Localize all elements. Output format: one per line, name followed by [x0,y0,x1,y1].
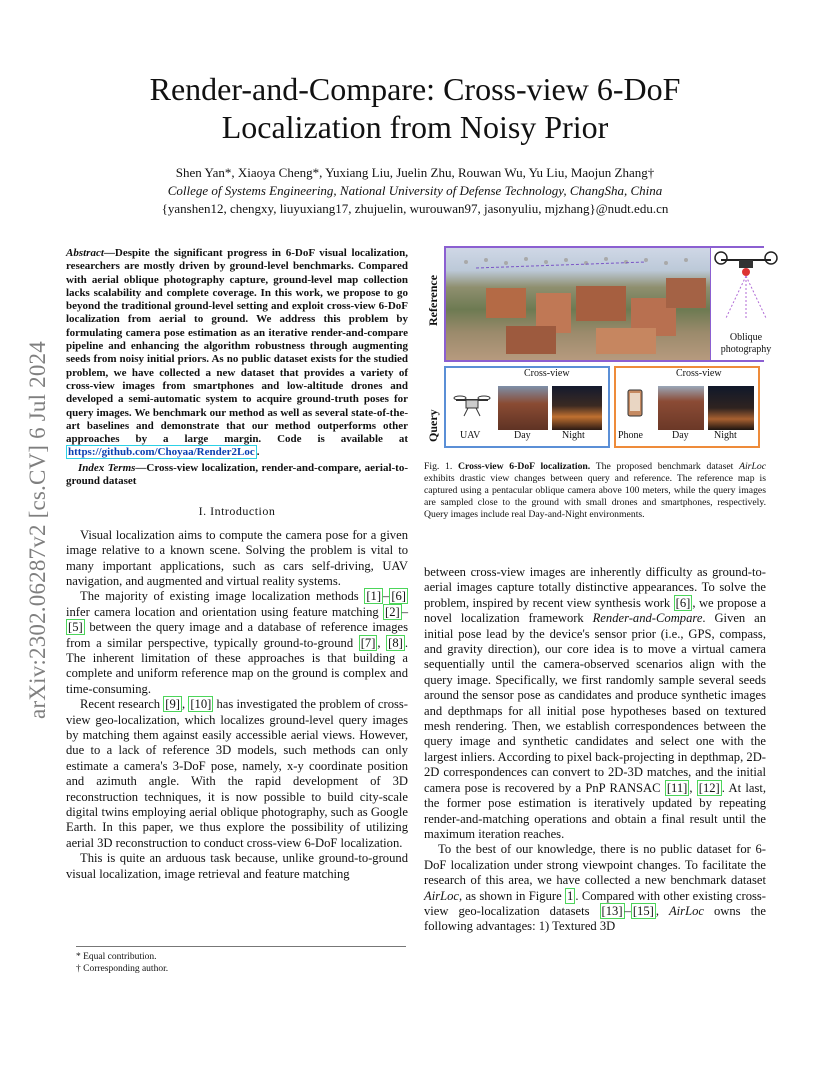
footnotes [76,946,406,975]
title-line-1: Render-and-Compare: Cross-view 6-DoF [149,71,681,107]
oblique-photography-inset [710,248,781,360]
citation-link[interactable]: [6] [675,595,691,610]
caption-dataset: AirLoc [739,461,766,472]
caption-text-1: The proposed benchmark dataset [590,461,740,472]
title-line-2: Localization from Noisy Prior [221,109,609,145]
crossview-label-uav: Cross-view [524,368,570,379]
footnote-corresponding: † Corresponding author. [76,964,169,974]
uav-night-image [552,386,602,430]
day-label-1: Day [514,430,531,441]
reference-map-image [444,246,772,362]
crossview-label-phone: Cross-view [676,368,722,379]
night-label-1: Night [562,430,585,441]
citation-link[interactable]: [10] [190,697,212,712]
caption-prefix: Fig. 1. [424,461,453,472]
abstract-text: —Despite the significant progress in 6-DoF visual localization, researchers are mostly driven by ground-level benchmarks. Compared with aerial oblique photography capture, ground-level map collection lacks scalability and complete coverage. In this work, we propose to go beyond the traditional ground-level setting and exploit cross-view 6-DoF localization from aerial to ground. We address this problem by formulating camera pose estimation as an iterative render-and-compare pipeline and enhancing the algorithm robustness through augmenting seeds from noisy initial priors. As no public dataset exists for the studied problem, we have collected a new dataset that provides a variety of cross-view images from smartphones and low-altitude drones and developed a semi-automatic system to acquire ground-truth poses for query images. We benchmark our method as well as several state-of-the-art baselines and demonstrate that our method outperforms other approaches by a large margin. Code is available at [66,247,408,446]
emails: {yanshen12, chengxy, liuyuxiang17, zhujuelin, wurouwan97, jasonyuliu, mjzhang}@nudt.edu.cn [161,201,669,216]
right-paragraph-2: To the best of our knowledge, there is no public dataset for 6-DoF localization under strong viewpoint changes. To facilitate the research of this area, we have collected a new benchmark dataset AirLoc, as shown in Figure 1 . Compared with other existing cross-view geo-localization datasets [13] – [15] , AirLoc owns the following advantages: 1) Textured 3D [424,842,766,934]
text-span: . The inherent limitation of these approaches is that building a complete and uniform reference map on the ground is complex and time-consuming. [66,635,408,696]
text-span: , [655,903,669,918]
footnote-equal: * Equal contribution. [76,952,157,962]
index-terms-text: —Cross-view localization, render-and-compare, aerial-to-ground dataset [66,461,408,488]
text-span: To the best of our knowledge, there is no public dataset for 6-DoF localization under strong viewpoint changes. To facilitate the research of this area, we have collected a new benchmark dataset [424,842,766,888]
citation-link[interactable]: [12] [698,780,720,795]
affiliation: College of Systems Engineering, National University of Defense Technology, ChangSha, China [167,183,663,198]
arxiv-id: arXiv:2302.06287v2 [cs.CV] 6 Jul 2024 [25,341,50,719]
dataset-name: AirLoc [424,888,459,903]
text-span: owns the following advantages: 1) Textured 3D [424,903,766,934]
phone-night-image [708,386,754,430]
arxiv-stamp [18,300,58,760]
phone-query-box [614,366,760,448]
text-span: has investigated the problem of cross-view geo-localization, which localizes ground-level query images by matching them against easily accessible aerial views. However, due to a lack of reference 3D models, such methods can only estimate a camera's 3-DoF pose, namely, x-y coordinate position and azimuth angle. With the rapid development of 3D reconstruction techniques, it is now possible to build city-scale digital twins employing aerial oblique photography, such as Google Earth. In this paper, we thus explore the possibility of utilizing aerial 3D reconstruction to conduct cross-view 6-DoF localization. [66,697,409,850]
index-terms-lead: Index Terms [78,461,136,474]
text-span: between cross-view images are inherently difficulty as ground-to-aerial images capture totally distinctive appearances. To solve the problem, inspired by recent view synthesis work [424,565,766,610]
uav-label: UAV [460,430,481,441]
index-terms [66,462,408,489]
left-column [66,247,408,882]
intro-paragraph-2: The majority of existing image localization methods [1] – [6] infer camera location and orientation using feature matching [2] –[5] between the query image and a database of reference images from a similar perspective, typically ground-to-ground [7] , [8] . The inherent limitation of these approaches is that building a complete and uniform reference map on the ground is complex and time-consuming. [66,589,408,696]
intro-paragraph-1: Visual localization aims to compute the camera pose for a given image relative to a known scene. Solving the problem is vital to many important applications, such as cars self-driving, UAV navigation, and augmented and virtual reality systems. [66,527,408,588]
text-span: . Given an initial pose lead by the device's sensor prior (i.e., GPS, compass, and gravity direction), our core idea is to move a virtual camera sequentially until the camera-observed scenarios align with the query image. Specifically, we first randomly sample several seeds around the sensor pose as candidates and produce synthetic images and depthmaps for all initial pose hypotheses based on textured mesh rendering. Then, we establish correspondences between the query image and synthetic candidates and select one with the largest inliers. According to pixel back-projecting in depthmap, 2D-2D correspondences can convert to 2D-3D matches, and the initial camera pose is recovered by a PnP RANSAC [424,611,766,795]
citation-link[interactable]: [2] [385,604,400,619]
citation-link[interactable]: [15] [632,903,654,918]
query-label: Query [426,409,440,442]
text-span: , we propose a novel localization framework [424,595,766,626]
text-span: infer camera location and orientation using feature matching [66,604,384,619]
figure-link[interactable]: 1 [567,888,574,903]
figure-1 [424,246,772,446]
text-span: , as shown in Figure [458,888,566,903]
intro-paragraph-4: This is quite an arduous task because, unlike ground-to-ground visual localization, image retrieval and feature matching [66,851,408,881]
abstract: Abstract—Despite the significant progress in 6-DoF visual localization, researchers are mostly driven by ground-level benchmarks. Compared with aerial oblique photography capture, ground-level map collection lacks scalability and complete coverage. In this work, we propose to go beyond the traditional ground-level setting and exploit cross-view 6-DoF localization from aerial to ground. We address this problem by formulating camera pose estimation as an iterative render-and-compare pipeline and enhancing the algorithm robustness through augmenting seeds from noisy initial priors. As no public dataset exists for the studied problem, we have collected a new dataset that provides a variety of cross-view images from smartphones and low-altitude drones and developed a semi-automatic system to acquire ground-truth poses for query images. We benchmark our method as well as several state-of-the-art baselines and demonstrate that our method outperforms other approaches by a large margin. Code is available at https://github.com/Choyaa/Render2Loc . [66,247,408,459]
figure-caption [424,461,766,521]
citation-link[interactable]: [13] [601,903,623,918]
citation-link[interactable]: [1] [366,589,382,604]
citation-link[interactable]: [9] [165,697,180,712]
intro-paragraph-3: Recent research [9] , [10] has investigated the problem of cross-view geo-localization, which localizes ground-level query images by matching them against easily accessible aerial views. However, due to a lack of reference 3D models, such methods can only estimate a camera's 3-DoF pose, namely, x-y coordinate position and azimuth angle. With the rapid development of 3D reconstruction techniques, it is now possible to build city-scale digital twins employing aerial oblique photography, such as Google Earth. In this paper, we thus explore the possibility of utilizing aerial 3D reconstruction to conduct cross-view 6-DoF localization. [66,697,409,850]
night-label-2: Night [714,430,737,441]
uav-icon [452,386,492,430]
text-span: between the query image and a database of reference images from a similar perspective, typically ground-to-ground [66,620,408,650]
caption-title: Cross-view 6-DoF localization. [458,461,591,472]
phone-day-image [658,386,704,430]
citation-link[interactable]: [8] [388,635,403,650]
text-span: Recent research [80,697,164,712]
author-list: Shen Yan*, Xiaoya Cheng*, Yuxiang Liu, Juelin Zhu, Rouwan Wu, Yu Liu, Maojun Zhang† [175,165,655,180]
paper-title [120,70,710,146]
code-link[interactable]: https://github.com/Choyaa/Render2Loc [68,446,255,459]
drone-icon [711,248,781,324]
section-heading-intro: I. Introduction [198,504,276,519]
citation-link[interactable]: [11] [666,780,688,795]
citation-link[interactable]: [7] [360,635,376,650]
method-name: Render-and-Compare [592,611,703,626]
caption-text-2: exhibits drastic view changes between query and reference. The reference map is captured using a pentacular oblique camera above 100 meters, while the query images are sampled close to the ground with small drones and smartphones, respectively. Query images include real Day-and-Night environments. [424,473,766,520]
reference-label: Reference [426,274,440,326]
uav-day-image [498,386,548,430]
citation-link[interactable]: [6] [391,589,406,604]
dataset-name: AirLoc [668,903,704,918]
right-column [424,565,766,935]
query-panel [444,366,760,446]
text-span: The majority of existing image localization methods [80,589,365,604]
phone-label: Phone [618,430,643,441]
uav-query-box [444,366,610,448]
oblique-photography-label: Oblique photography [720,332,772,355]
right-paragraph-1: between cross-view images are inherently difficulty as ground-to-aerial images capture totally distinctive appearances. To solve the problem, inspired by recent view synthesis work [6] , we propose a novel localization framework Render-and-Compare. Given an initial pose lead by the device's sensor prior (i.e., GPS, compass, and gravity direction), our core idea is to move a virtual camera sequentially until the camera-observed scenarios align with the query image. Specifically, we first randomly sample several seeds around the sensor pose as candidates and produce synthetic images and depthmaps for all initial pose hypotheses based on textured mesh rendering. Then, we establish correspondences between the query image and synthetic candidates and select one with the largest inliers. According to pixel back-projecting in depthmap, 2D-2D correspondences can convert to 2D-3D matches, and the initial camera pose is recovered by a PnP RANSAC [11] , [12] . At last, the former pose estimation is iteratively updated by repeating render-and-matching operations and obtain a final result until the maximum iteration reaches. [424,565,766,841]
day-label-2: Day [672,430,689,441]
phone-icon [622,386,650,430]
citation-link[interactable]: [5] [68,620,83,635]
author-block [90,164,740,218]
text-span: . At last, the former pose estimation is iteratively updated by repeating render-and-matching operations and obtain a final result until the maximum iteration reaches. [424,780,766,841]
abstract-lead: Abstract [66,247,104,259]
text-span: . Compared with other existing cross-view geo-localization datasets [424,888,766,918]
